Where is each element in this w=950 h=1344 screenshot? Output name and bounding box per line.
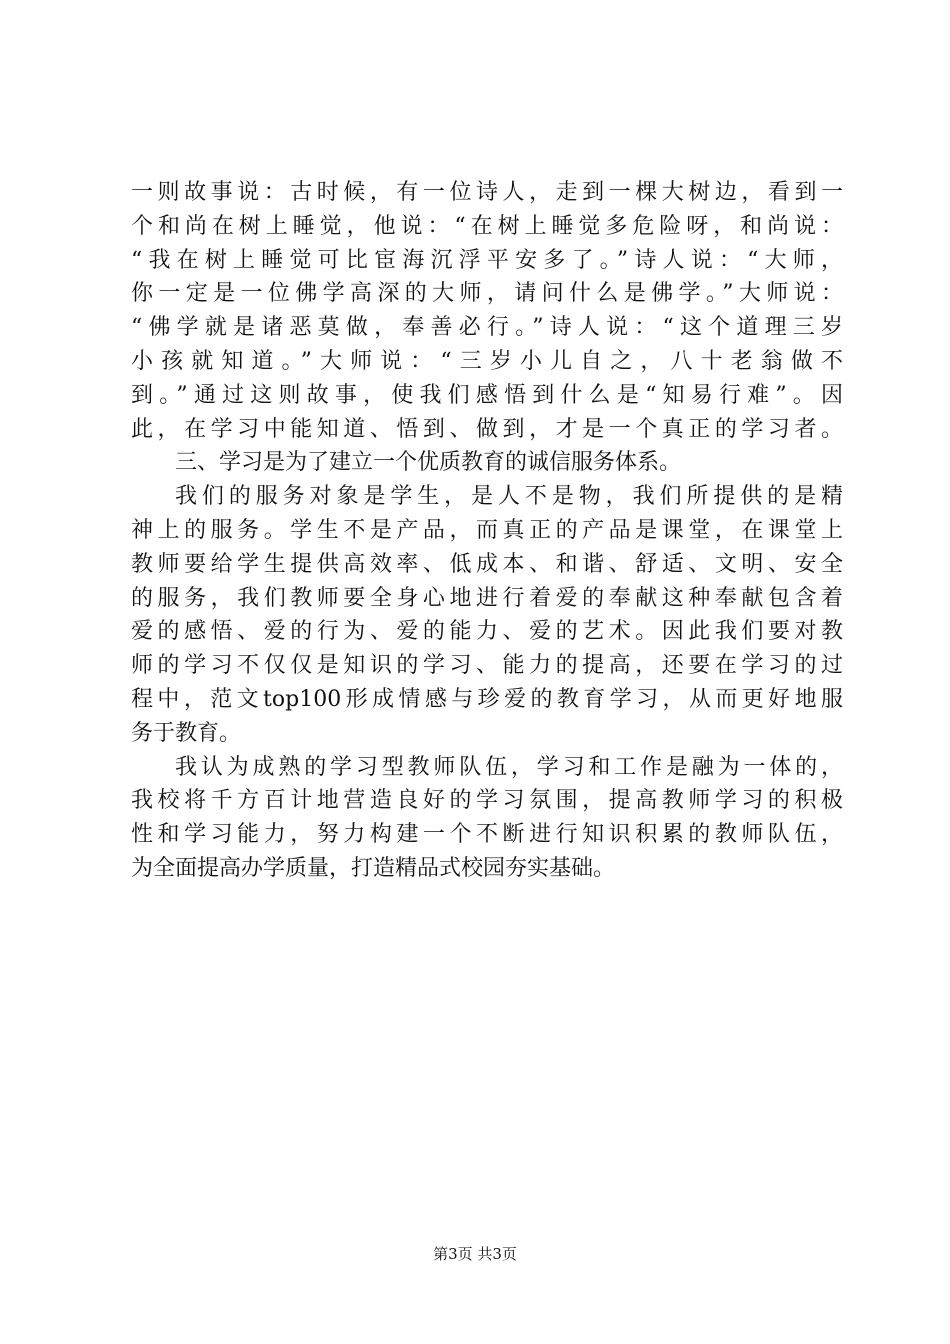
text-line: 程中，范文top100形成情感与珍爱的教育学习，从而更好地服 [131,686,843,712]
text-line: “我在树上睡觉可比宦海沉浮平安多了。”诗人说：“大师， [131,247,843,273]
paragraph-first-line: 我认为成熟的学习型教师队伍，学习和工作是融为一体的， [175,754,843,780]
text-line: “佛学就是诸恶莫做，奉善必行。”诗人说：“这个道理三岁 [131,315,843,341]
body-text [131,176,843,886]
page-footer [0,1243,950,1264]
text-line: 我校将千方百计地营造良好的学习氛围，提高教师学习的积极 [131,788,843,814]
text-line: 一则故事说：古时候，有一位诗人，走到一棵大树边，看到一 [131,180,843,205]
text-line: 教师要给学生提供高效率、低成本、和谐、舒适、文明、安全 [131,551,843,577]
text-line: 到。”通过这则故事，使我们感悟到什么是“知易行难”。因 [131,382,843,408]
text-line: 神上的服务。学生不是产品，而真正的产品是课堂，在课堂上 [131,517,843,543]
text-line: 此，在学习中能知道、悟到、做到，才是一个真正的学习者。 [131,416,843,442]
text-line: 师的学习不仅仅是知识的学习、能力的提高，还要在学习的过 [131,653,843,679]
text-line: 性和学习能力，努力构建一个不断进行知识积累的教师队伍， [131,822,843,848]
text-line: 你一定是一位佛学高深的大师，请问什么是佛学。”大师说： [131,281,843,307]
text-line: 的服务，我们教师要全身心地进行着爱的奉献这种奉献包含着 [131,585,843,611]
text-line: 个和尚在树上睡觉，他说：“在树上睡觉多危险呀，和尚说： [131,213,843,239]
paragraph-first-line: 我们的服务对象是学生，是人不是物，我们所提供的是精 [175,484,843,510]
text-line: 爱的感悟、爱的行为、爱的能力、爱的艺术。因此我们要对教 [131,619,843,645]
text-line: 小孩就知道。”大师说：“三岁小儿自之，八十老翁做不 [131,348,843,374]
text-line: 为全面提高办学质量，打造精品式校园夯实基础。 [131,855,616,881]
page-number-label: 第3页 共3页 [433,1245,517,1263]
section-heading: 三、学习是为了建立一个优质教育的诚信服务体系。 [175,450,682,476]
text-line: 务于教育。 [131,720,242,746]
